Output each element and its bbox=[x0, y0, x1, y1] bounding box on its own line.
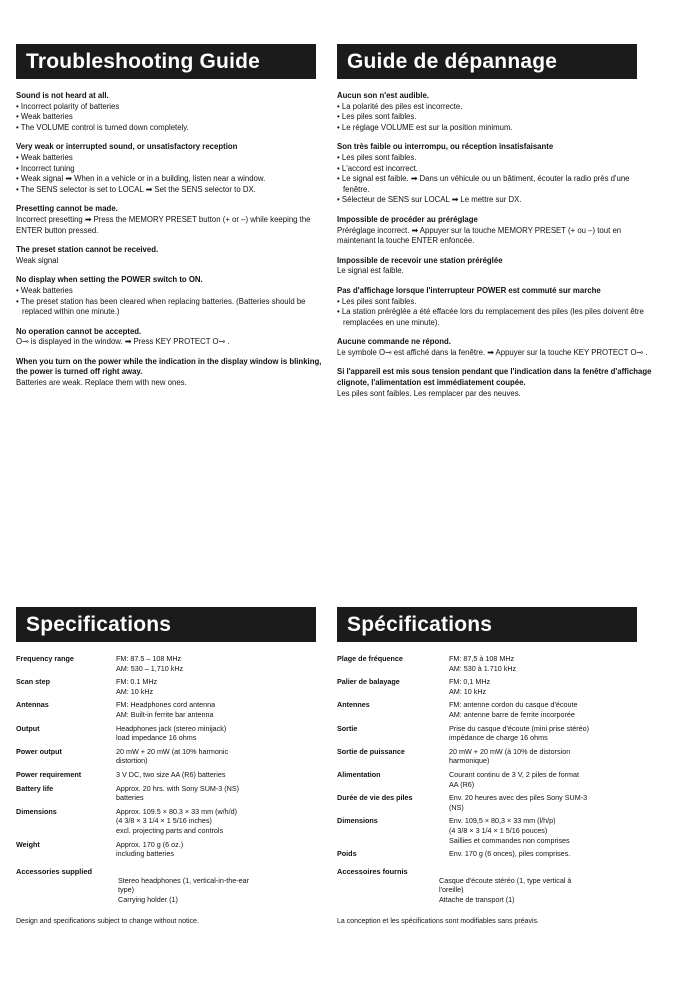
accessory-item: type) bbox=[118, 885, 134, 895]
spec-row bbox=[337, 793, 589, 816]
spec-label: Palier de balayage bbox=[337, 677, 400, 687]
problem-item bbox=[337, 91, 655, 133]
spec-label: Alimentation bbox=[337, 769, 381, 779]
spec-value-line: distortion) bbox=[116, 756, 148, 766]
problems-list-fr bbox=[337, 91, 655, 399]
spec-value bbox=[116, 784, 239, 807]
problem-remedy: Les piles sont faibles. Les remplacer par des neuves. bbox=[337, 388, 521, 398]
problem-item bbox=[337, 256, 655, 277]
accessories-list-fr bbox=[337, 876, 655, 905]
specifications-table-fr bbox=[337, 654, 589, 863]
specifications-table-en bbox=[16, 654, 239, 863]
problem-heading: Si l'appareil est mis sous tension pendant que l'indication dans la fenêtre d'affichage clignote, l'alimentation est immédiatement coupée. bbox=[337, 367, 652, 388]
spec-value-line: (4 3/8 × 3 1/4 × 1 5/16 inches) bbox=[116, 816, 212, 826]
spec-value bbox=[116, 724, 239, 747]
troubleshooting-title-en: Troubleshooting Guide bbox=[16, 44, 316, 79]
spec-value bbox=[116, 770, 239, 784]
spec-row bbox=[337, 724, 589, 747]
problem-heading: No display when setting the POWER switch to ON. bbox=[16, 275, 203, 285]
problem-item bbox=[16, 204, 334, 236]
problem-cause: • Incorrect polarity of batteries bbox=[16, 102, 334, 113]
problem-item bbox=[16, 357, 334, 389]
problem-remedy: Incorrect presetting ➡ Press the MEMORY PRESET button (+ or –) while keeping the ENTER button pressed. bbox=[16, 214, 311, 235]
spec-row bbox=[337, 654, 589, 677]
spec-value bbox=[116, 677, 239, 700]
spec-label: Battery life bbox=[16, 783, 54, 793]
problem-item bbox=[337, 337, 655, 358]
problem-cause: • Sélecteur de SENS sur LOCAL ➡ Le mettre sur DX. bbox=[337, 195, 655, 206]
spec-value-line: Approx. 20 hrs. with Sony SUM-3 (NS) bbox=[116, 783, 240, 793]
spec-label: Sortie de puissance bbox=[337, 746, 405, 756]
spec-value bbox=[449, 724, 589, 747]
spec-value bbox=[449, 654, 589, 677]
problem-cause: • Le signal est faible. ➡ Dans un véhicule ou un bâtiment, écouter la radio près d'une fenêtre. bbox=[337, 174, 655, 195]
problem-cause: • La station préréglée a été effacée lors du remplacement des piles (les piles doivent être remplacées en une minute). bbox=[337, 307, 655, 328]
problem-cause: • Les piles sont faibles. bbox=[337, 297, 655, 308]
spec-value-line: AM: Built-in ferrite bar antenna bbox=[116, 709, 214, 719]
problem-item bbox=[16, 245, 334, 266]
spec-row bbox=[16, 700, 239, 723]
problem-remedy: Le signal est faible. bbox=[337, 266, 404, 276]
problem-cause: • Les piles sont faibles. bbox=[337, 153, 655, 164]
accessory-item: Carrying holder (1) bbox=[118, 894, 178, 904]
problem-cause: • Le réglage VOLUME est sur la position minimum. bbox=[337, 123, 655, 134]
problem-item bbox=[16, 142, 334, 195]
spec-value-line: FM: Headphones cord antenna bbox=[116, 700, 216, 710]
spec-value-line: Saillies et commandes non comprises bbox=[449, 835, 570, 845]
problem-cause: • Weak batteries bbox=[16, 112, 334, 123]
notice-fr: La conception et les spécifications sont modifiables sans préavis. bbox=[337, 918, 539, 926]
spec-value-line: Env. 109,5 × 80,3 × 33 mm (l/h/p) bbox=[449, 816, 556, 826]
spec-value bbox=[116, 840, 239, 863]
problem-remedy: Préréglage incorrect. ➡ Appuyer sur la touche MEMORY PRESET (+ ou –) tout en maintenant la touche ENTER enfoncée. bbox=[337, 225, 622, 246]
spec-value bbox=[449, 747, 589, 770]
spec-value-line: Headphones jack (stereo minijack) bbox=[116, 723, 227, 733]
spec-row bbox=[16, 784, 239, 807]
problem-remedy: Le symbole O⊸ est affiché dans la fenêtre. ➡ Appuyer sur la touche KEY PROTECT O⊸ . bbox=[337, 347, 648, 357]
spec-value-line: harmonique) bbox=[449, 756, 490, 766]
spec-value-line: Prise du casque d'écoute (mini prise stéréo) bbox=[449, 723, 589, 733]
spec-label: Antennes bbox=[337, 700, 370, 710]
accessories-label-en: Accessories supplied bbox=[16, 866, 92, 876]
spec-label: Durée de vie des piles bbox=[337, 793, 413, 803]
problem-cause: • Weak batteries bbox=[16, 286, 334, 297]
spec-row bbox=[337, 747, 589, 770]
spec-row bbox=[16, 840, 239, 863]
spec-label: Frequency range bbox=[16, 654, 74, 663]
spec-value-line: Approx. 109.5 × 80.3 × 33 mm (w/h/d) bbox=[116, 806, 238, 816]
spec-value-line: AM: 10 kHz bbox=[449, 686, 487, 696]
spec-value-line: AM: antenne barre de ferrite incorporée bbox=[449, 709, 575, 719]
specifications-title-fr: Spécifications bbox=[337, 607, 637, 642]
spec-label: Poids bbox=[337, 849, 357, 859]
spec-value-line: AM: 10 kHz bbox=[116, 686, 154, 696]
spec-row bbox=[16, 677, 239, 700]
problem-item bbox=[337, 215, 655, 247]
spec-value-line: Courant continu de 3 V, 2 piles de format bbox=[449, 769, 579, 779]
problem-heading: Impossible de recevoir une station préréglée bbox=[337, 255, 503, 265]
spec-row bbox=[337, 700, 589, 723]
spec-label: Dimensions bbox=[337, 816, 378, 826]
specifications-section-en bbox=[16, 607, 334, 925]
spec-label: Power requirement bbox=[16, 769, 82, 779]
spec-value bbox=[116, 807, 239, 840]
spec-value-line: including batteries bbox=[116, 849, 174, 859]
spec-value bbox=[449, 770, 589, 793]
spec-row bbox=[337, 770, 589, 793]
spec-label: Plage de fréquence bbox=[337, 654, 403, 663]
problem-cause: • The VOLUME control is turned down completely. bbox=[16, 123, 334, 134]
problem-remedy: Batteries are weak. Replace them with new ones. bbox=[16, 378, 187, 388]
spec-value-line: excl. projecting parts and controls bbox=[116, 825, 224, 835]
spec-value-line: FM: 0,1 MHz bbox=[449, 677, 491, 687]
spec-label: Output bbox=[16, 723, 40, 733]
spec-row bbox=[16, 654, 239, 677]
spec-value-line: FM: antenne cordon du casque d'écoute bbox=[449, 700, 578, 710]
notice-en: Design and specifications subject to change without notice. bbox=[16, 918, 199, 926]
problem-heading: Very weak or interrupted sound, or unsatisfactory reception bbox=[16, 142, 238, 152]
spec-value-line: FM: 87,5 à 108 MHz bbox=[449, 654, 515, 663]
accessories-list-en bbox=[16, 876, 334, 905]
problem-cause: • Incorrect tuning bbox=[16, 164, 334, 175]
spec-value-line: 20 mW + 20 mW (at 10% harmonic bbox=[116, 746, 229, 756]
problem-remedy: Weak signal bbox=[16, 255, 59, 265]
problem-cause: • Weak signal ➡ When in a vehicle or in a building, listen near a window. bbox=[16, 174, 334, 185]
spec-label: Power output bbox=[16, 746, 62, 756]
problem-item bbox=[337, 367, 655, 399]
problem-cause: • The SENS selector is set to LOCAL ➡ Set the SENS selector to DX. bbox=[16, 185, 334, 196]
problem-heading: Impossible de procéder au préréglage bbox=[337, 214, 478, 224]
problems-list-en bbox=[16, 91, 334, 389]
spec-row bbox=[337, 849, 589, 863]
spec-value-line: (NS) bbox=[449, 802, 464, 812]
problem-item bbox=[337, 142, 655, 206]
problem-cause: • La polarité des piles est incorrecte. bbox=[337, 102, 655, 113]
spec-value-line: AM: 530 – 1,710 kHz bbox=[116, 663, 184, 673]
problem-heading: The preset station cannot be received. bbox=[16, 245, 159, 255]
problem-heading: Presetting cannot be made. bbox=[16, 204, 118, 214]
spec-label: Sortie bbox=[337, 723, 358, 733]
problem-cause: • The preset station has been cleared when replacing batteries. (Batteries should be replaced within one minute.) bbox=[16, 297, 334, 318]
spec-value-line: Approx. 170 g (6 oz.) bbox=[116, 839, 184, 849]
spec-value-line: Env. 170 g (6 onces), piles comprises. bbox=[449, 849, 571, 859]
problem-cause: • Weak batteries bbox=[16, 153, 334, 164]
problem-cause: • L'accord est incorrect. bbox=[337, 164, 655, 175]
spec-value-line: 20 mW + 20 mW (à 10% de distorsion bbox=[449, 746, 571, 756]
spec-value-line: Env. 20 heures avec des piles Sony SUM-3 bbox=[449, 793, 588, 803]
spec-row bbox=[16, 747, 239, 770]
spec-label: Scan step bbox=[16, 677, 50, 687]
spec-value-line: FM: 0.1 MHz bbox=[116, 677, 158, 687]
spec-label: Dimensions bbox=[16, 806, 57, 816]
spec-value bbox=[449, 793, 589, 816]
spec-label: Antennas bbox=[16, 700, 49, 710]
accessory-item: Casque d'écoute stéréo (1, type vertical à bbox=[439, 875, 572, 885]
problem-item bbox=[16, 275, 334, 317]
problem-heading: Sound is not heard at all. bbox=[16, 91, 109, 100]
spec-value bbox=[449, 816, 589, 849]
spec-row bbox=[337, 677, 589, 700]
problem-heading: Son très faible ou interrompu, ou réception insatisfaisante bbox=[337, 142, 554, 152]
spec-row bbox=[16, 807, 239, 840]
problem-remedy: O⊸ is displayed in the window. ➡ Press KEY PROTECT O⊸ . bbox=[16, 337, 230, 347]
problem-item bbox=[16, 91, 334, 133]
troubleshooting-title-fr: Guide de dépannage bbox=[337, 44, 637, 79]
problem-heading: Aucun son n'est audible. bbox=[337, 91, 429, 100]
problem-heading: When you turn on the power while the indication in the display window is blinking, the power is turned off right away. bbox=[16, 356, 322, 377]
spec-row bbox=[16, 770, 239, 784]
spec-value-line: FM: 87.5 – 108 MHz bbox=[116, 654, 182, 663]
spec-value-line: impédance de charge 16 ohms bbox=[449, 733, 548, 743]
spec-value bbox=[449, 700, 589, 723]
problem-item bbox=[337, 286, 655, 328]
troubleshooting-section-en bbox=[16, 44, 334, 389]
problem-item bbox=[16, 327, 334, 348]
spec-value-line: batteries bbox=[116, 793, 144, 803]
accessory-item: Attache de transport (1) bbox=[439, 894, 515, 904]
accessory-item: Stereo headphones (1, vertical-in-the-ear bbox=[118, 875, 250, 885]
spec-value bbox=[116, 700, 239, 723]
spec-value bbox=[449, 677, 589, 700]
spec-label: Weight bbox=[16, 839, 40, 849]
spec-value bbox=[116, 747, 239, 770]
troubleshooting-section-fr bbox=[337, 44, 655, 399]
accessory-item: l'oreille) bbox=[439, 885, 464, 895]
spec-row bbox=[16, 724, 239, 747]
spec-value-line: 3 V DC, two size AA (R6) batteries bbox=[116, 769, 226, 779]
accessories-label-fr: Accessoires fournis bbox=[337, 866, 408, 876]
problem-cause: • Les piles sont faibles. bbox=[337, 112, 655, 123]
problem-heading: Aucune commande ne répond. bbox=[337, 337, 451, 347]
specifications-section-fr bbox=[337, 607, 655, 925]
spec-row bbox=[337, 816, 589, 849]
spec-value-line: AM: 530 à 1.710 kHz bbox=[449, 663, 517, 673]
spec-value-line: (4 3/8 × 3 1/4 × 1 5/16 pouces) bbox=[449, 825, 548, 835]
spec-value bbox=[449, 849, 589, 863]
spec-value-line: AA (R6) bbox=[449, 779, 475, 789]
spec-value-line: load impedance 16 ohms bbox=[116, 733, 197, 743]
specifications-title-en: Specifications bbox=[16, 607, 316, 642]
problem-heading: No operation cannot be accepted. bbox=[16, 326, 142, 336]
spec-value bbox=[116, 654, 239, 677]
problem-heading: Pas d'affichage lorsque l'interrupteur POWER est commuté sur marche bbox=[337, 285, 601, 295]
